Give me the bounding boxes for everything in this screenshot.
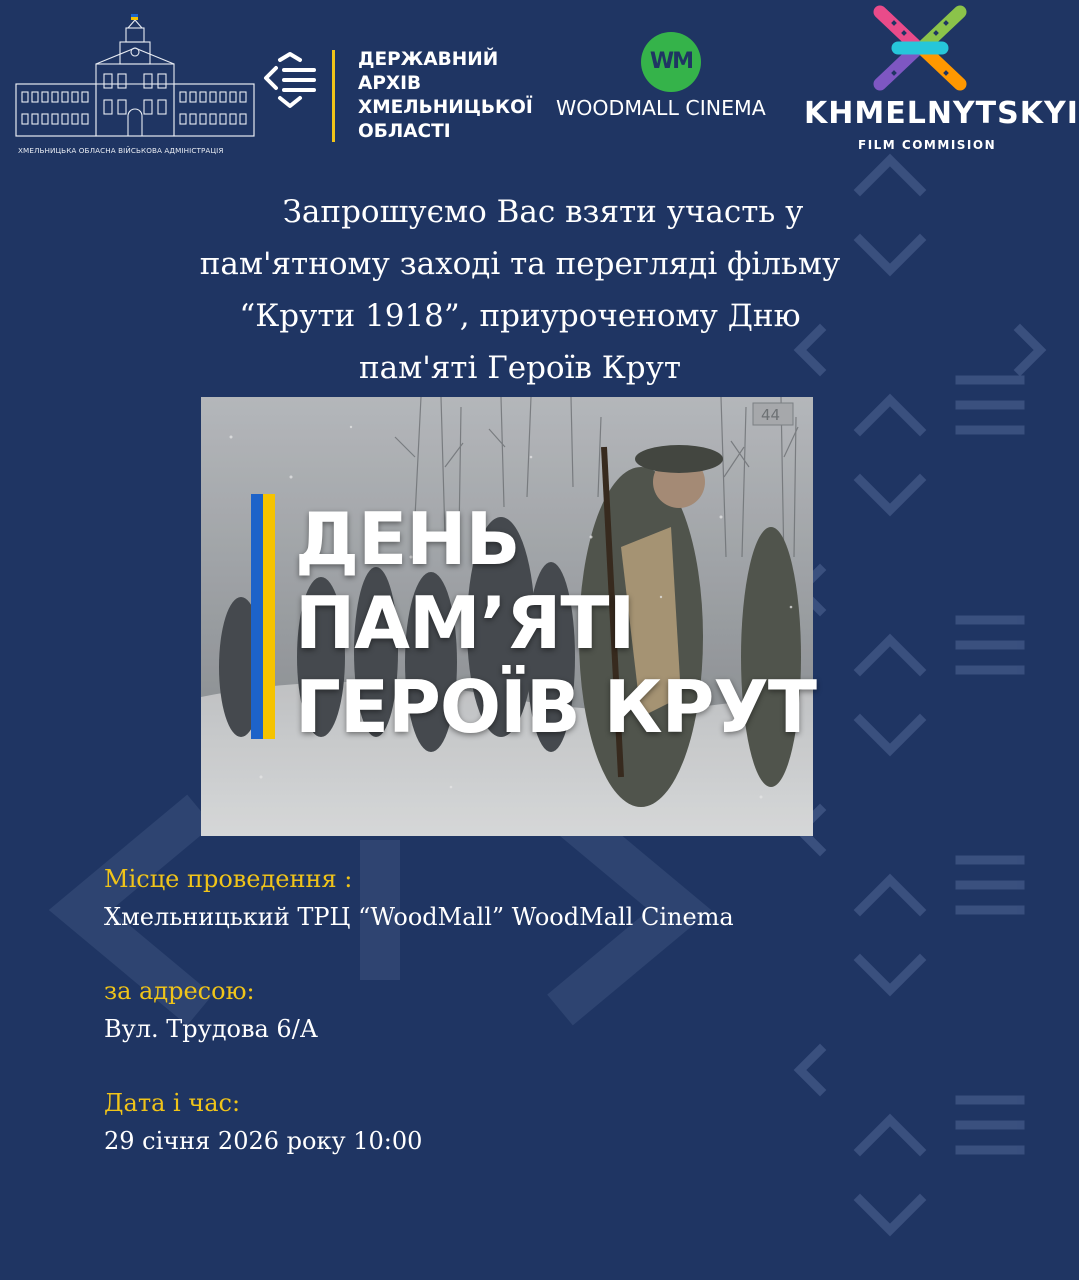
film-commission-subtitle: FILM COMMISION [858, 138, 997, 152]
invitation-line-3: “Крути 1918”, приуроченому Дню [239, 298, 801, 334]
archive-line-4: ОБЛАСТІ [358, 121, 451, 142]
poster-title-line-3: ГЕРОЇВ КРУТ [295, 665, 817, 749]
film-commission-logo [800, 0, 1079, 160]
archive-line-3: ХМЕЛЬНИЦЬКОЇ [358, 97, 533, 118]
poster-title-line-2: ПАМ’ЯТІ [295, 581, 635, 665]
poster-title [295, 497, 816, 749]
archive-name [358, 48, 533, 144]
archive-arrows-icon [262, 54, 318, 110]
address-value: Вул. Трудова 6/А [104, 1015, 318, 1043]
address-label: за адресою: [104, 977, 255, 1005]
archive-line-1: ДЕРЖАВНИЙ [358, 49, 499, 70]
datetime-label: Дата і час: [104, 1089, 241, 1117]
datetime-value: 29 січня 2026 року 10:00 [104, 1127, 423, 1155]
invitation-line-2: пам'ятному заході та перегляді фільму [199, 246, 841, 282]
invitation-line-1: Запрошуємо Вас взяти участь у [282, 194, 804, 230]
memorial-poster [201, 397, 817, 836]
regional-administration-logo [14, 14, 258, 160]
invitation-line-4: пам'яті Героїв Крут [358, 350, 682, 386]
film-cross-icon [872, 2, 968, 94]
flag-stripe-yellow [263, 494, 275, 739]
archive-divider [332, 50, 335, 142]
poster-sign-text: 44 [761, 406, 781, 424]
flag-stripe-blue [251, 494, 263, 739]
woodmall-monogram: WM [641, 32, 701, 92]
woodmall-cinema-logo [552, 30, 796, 130]
venue-value: Хмельницький ТРЦ “WoodMall” WoodMall Cinema [104, 903, 734, 931]
administration-caption: ХМЕЛЬНИЦЬКА ОБЛАСНА ВІЙСЬКОВА АДМІНІСТРАЦІЯ [18, 146, 224, 155]
state-archive-logo [262, 44, 552, 154]
building-icon [14, 14, 258, 144]
address-block [104, 972, 734, 1048]
venue-label: Місце проведення : [104, 865, 353, 893]
event-details [104, 860, 734, 1196]
invitation-text [100, 186, 940, 394]
archive-line-2: АРХІВ [358, 73, 422, 94]
venue-block [104, 860, 734, 936]
datetime-block [104, 1084, 734, 1160]
woodmall-name: WOODMALL CINEMA [556, 96, 766, 120]
film-commission-name: KHMELNYTSKYI [804, 96, 1079, 131]
poster-title-line-1: ДЕНЬ [295, 497, 520, 581]
